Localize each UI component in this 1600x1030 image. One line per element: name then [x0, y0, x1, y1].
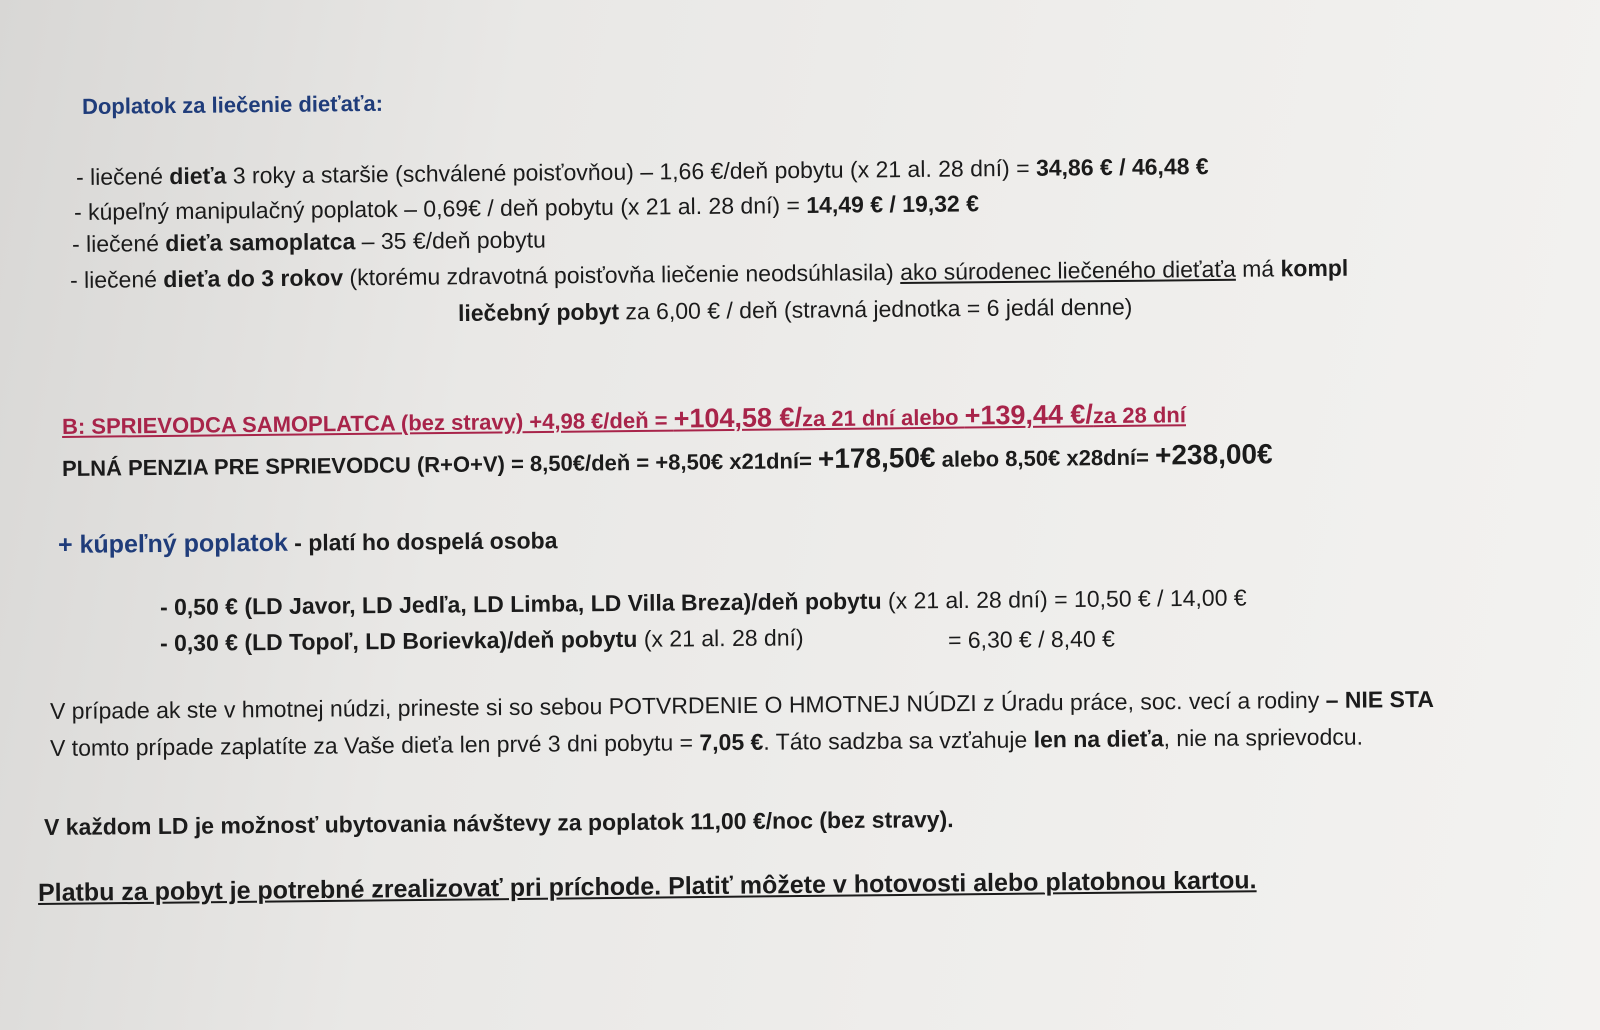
spa-fee-item-2	[160, 622, 804, 658]
spa-fee-item-bold: - 0,30 € (LD Topoľ, LD Borievka)/deň pobytu	[159, 625, 638, 656]
item-dash: -	[75, 163, 91, 190]
item-bold: kompl	[1280, 254, 1349, 282]
spa-fee-note: - platí ho dospelá osoba	[287, 527, 558, 556]
spa-fee-heading	[58, 525, 558, 560]
companion-self-payer-line	[62, 398, 1186, 442]
need-text: V tomto prípade zaplatíte za Vaše dieťa len prvé 3 dni pobytu =	[49, 729, 700, 761]
spa-fee-item-bold: - 0,50 € (LD Javor, LD Jedľa, LD Limba, LD Villa Breza)/deň pobytu	[159, 587, 882, 620]
item-dash: -	[69, 266, 85, 293]
need-text: V prípade ak ste v hmotnej núdzi, prineste si so sebou POTVRDENIE O HMOTNEJ NÚDZI z Úradu práce, soc. vecí a rodiny	[49, 686, 1326, 724]
companion-price-28: +139,44 €/	[964, 399, 1094, 431]
item-price: 34,86 € / 46,48 €	[1035, 153, 1209, 181]
item-bold: dieťa do 3 rokov	[163, 264, 344, 293]
item-text: liečené	[89, 163, 170, 190]
material-need-line-2	[50, 722, 1363, 763]
item-text: má	[1235, 255, 1281, 282]
item-text: liečené	[83, 266, 164, 293]
need-bold: – NIE STA	[1325, 685, 1434, 713]
item-bold: dieťa samoplatca	[165, 228, 356, 257]
item-dash: -	[73, 198, 89, 225]
need-text: . Táto sadzba sa vzťahuje	[763, 726, 1034, 755]
material-need-line-1	[50, 684, 1434, 726]
child-item-2	[74, 188, 979, 227]
item-text: (ktorému zdravotná poisťovňa liečenie neodsúhlasila)	[342, 259, 901, 291]
payment-note: Platbu za pobyt je potrebné zrealizovať pri príchode. Platiť môžete v hotovosti alebo platobnou kartou.	[37, 866, 1257, 907]
item-price: 14,49 € / 19,32 €	[806, 190, 980, 218]
item-text: za 6,00 € / deň (stravná jednotka = 6 jedál denne)	[618, 293, 1133, 325]
section-title: Doplatok za liečenie dieťaťa:	[81, 90, 384, 119]
item-bold: liečebný pobyt	[457, 298, 620, 326]
companion-text: za 21 dní alebo	[801, 404, 965, 432]
child-item-1	[76, 151, 1209, 192]
child-item-4-continued	[458, 292, 1133, 328]
spa-fee-item-2-total: = 6,30 € / 8,40 €	[947, 625, 1115, 653]
companion-text: za 28 dní	[1092, 402, 1187, 429]
companion-price-21: +104,58 €/	[673, 402, 803, 434]
spa-fee-item-text: (x 21 al. 28 dní) = 10,50 € / 14,00 €	[881, 584, 1247, 614]
need-bold: len na dieťa	[1033, 725, 1164, 753]
visitor-accommodation-line: V každom LD je možnosť ubytovania návštevy za poplatok 11,00 €/noc (bez stravy).	[43, 806, 954, 840]
item-bold: dieťa	[169, 162, 227, 190]
full-board-price-28: +238,00€	[1154, 438, 1273, 471]
item-text: liečené	[85, 230, 166, 257]
item-text: 3 roky a staršie (schválené poisťovňou) – 1,66 €/deň pobytu (x 21 al. 28 dní) =	[226, 154, 1037, 189]
full-board-text: alebo 8,50€ x28dní=	[935, 444, 1156, 472]
item-dash: -	[71, 230, 87, 257]
child-item-4	[70, 253, 1349, 295]
spa-fee-item-1	[160, 583, 1247, 622]
full-board-price-21: +178,50€	[817, 441, 936, 475]
companion-text: B: SPRIEVODCA SAMOPLATCA (bez stravy) +4,98 €/deň =	[61, 407, 674, 439]
item-text: kúpeľný manipulačný poplatok – 0,69€ / deň pobytu (x 21 al. 28 dní) =	[87, 191, 807, 225]
full-board-line	[62, 439, 1273, 484]
spa-fee-item-text: (x 21 al. 28 dní)	[637, 624, 804, 652]
need-price: 7,05 €	[699, 728, 764, 756]
need-text: , nie na sprievodcu.	[1163, 723, 1364, 752]
item-text: – 35 €/deň pobytu	[355, 226, 547, 255]
spa-fee-label: + kúpeľný poplatok	[57, 528, 288, 559]
child-item-3	[72, 224, 546, 259]
item-underlined: ako súrodenec liečeného dieťaťa	[900, 255, 1236, 286]
full-board-text: PLNÁ PENZIA PRE SPRIEVODCU (R+O+V) = 8,50€/deň = +8,50€ x21dní=	[61, 448, 819, 481]
